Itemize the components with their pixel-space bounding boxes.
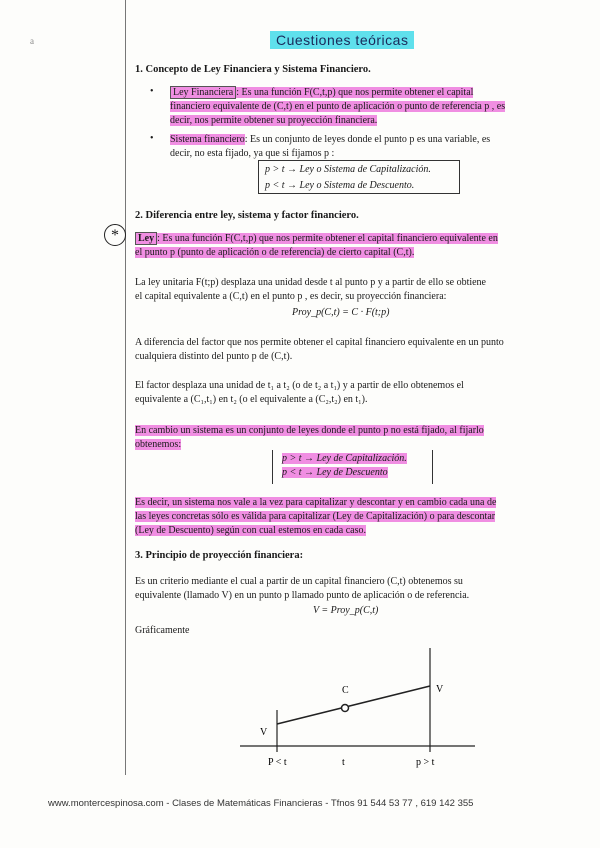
margin-line [125, 0, 126, 775]
graph-label-c: C [342, 685, 349, 696]
star-icon: * [104, 224, 126, 246]
formula-proyeccion: Proy_p(C,t) = C · F(t;p) [292, 307, 390, 318]
graph-capital-point [342, 705, 349, 712]
decir-line3: (Ley de Descuento) según con cual estemos en cada caso. [135, 525, 367, 536]
page-title: Cuestiones teóricas [270, 31, 414, 49]
sistema2-paragraph [135, 424, 555, 452]
ley-financiera-term: Ley Financiera [170, 86, 236, 99]
decir-line2: las leyes concretas sólo es válida para capitalizar (Ley de Capitalización) o para descontar [135, 511, 496, 522]
section1-cases-box [258, 160, 460, 194]
graph-axis-right-label: p > t [416, 757, 435, 768]
section2-heading: 2. Diferencia entre ley, sistema y factor financiero. [135, 210, 359, 221]
section2-ley-paragraph [135, 232, 555, 260]
sistema-line1: : Es un conjunto de leyes donde el punto p es una variable, es [244, 134, 491, 145]
factor-line2: cualquiera distinto del punto p de (C,t). [135, 351, 293, 362]
desplaza-paragraph [135, 379, 555, 407]
bullet-icon: • [150, 133, 154, 144]
ley-line2: financiero equivalente de (C,t) en el punto de aplicación o punto de referencia p , es [170, 101, 506, 112]
unit-line2: el capital equivalente a (C,t) en el punto p , es decir, su proyección financiera: [135, 291, 447, 302]
graph-axis-mid-label: t [342, 757, 345, 768]
sistema2-line2: obtenemos: [135, 439, 182, 450]
section3-paragraph [135, 575, 555, 603]
decir-paragraph [135, 496, 555, 538]
factor-paragraph [135, 336, 555, 364]
graph-axis-left-label: P < t [268, 757, 287, 768]
section1-sistema-paragraph [170, 133, 560, 161]
page-title-wrap [270, 32, 414, 50]
section3-line2: equivalente (llamado V) en un punto p llamado punto de aplicación o de referencia. [135, 590, 470, 601]
section3-line1: Es un criterio mediante el cual a partir de un capital financiero (C,t) obtenemos su [135, 576, 463, 587]
decir-line1: Es decir, un sistema nos vale a la vez para capitalizar y descontar y en cambio cada una de [135, 497, 497, 508]
graph-projection-line [277, 686, 430, 724]
ley2-line1: : Es una función F(C,t,p) que nos permite obtener el capital financiero equivalente en [157, 233, 498, 244]
left-brace [272, 450, 279, 484]
box-line1: p > t → Ley o Sistema de Capitalización. [265, 164, 431, 175]
box-line2: p < t → Ley o Sistema de Descuento. [265, 180, 415, 191]
right-brace [432, 450, 439, 484]
section3-heading: 3. Principio de proyección financiera: [135, 550, 304, 561]
section1-ley-paragraph [170, 86, 560, 128]
brace-line2: p < t → Ley de Descuento [282, 467, 388, 478]
factor-line1: A diferencia del factor que nos permite obtener el capital financiero equivalente en un punto [135, 337, 504, 348]
sistema2-line1: En cambio un sistema es un conjunto de leyes donde el punto p no está fijado, al fijarlo [135, 425, 484, 436]
unitary-law-paragraph [135, 276, 555, 304]
margin-mark: a [30, 36, 34, 46]
graph-label-v-left: V [260, 727, 268, 738]
graficamente-label: Gráficamente [135, 625, 190, 636]
desplaza-line1: El factor desplaza una unidad de t₁ a t₂ (o de t₂ a t₁) y a partir de ello obtenemos el [135, 380, 464, 391]
ley-term: Ley [135, 232, 157, 245]
ley-line3: decir, nos permite obtener su proyección financiera. [170, 115, 378, 126]
graph-label-v-right: V [436, 684, 444, 695]
brace-line1: p > t → Ley de Capitalización. [282, 453, 407, 464]
ley2-line2: el punto p (punto de aplicación o de referencia) de cierto capital (C,t). [135, 247, 415, 258]
projection-graph [240, 640, 480, 775]
brace-cases [282, 452, 407, 480]
bullet-icon: • [150, 86, 154, 97]
ley-line1: : Es una función F(C,t,p) que nos permite obtener el capital [236, 87, 474, 98]
page-footer: www.montercespinosa.com - Clases de Matemáticas Financieras - Tfnos 91 544 53 77 , 619 142 355 [48, 798, 474, 809]
sistema-financiero-term: Sistema financiero [170, 134, 245, 145]
section1-heading: 1. Concepto de Ley Financiera y Sistema Financiero. [135, 64, 371, 75]
section3-formula: V = Proy_p(C,t) [313, 605, 379, 616]
desplaza-line2: equivalente a (C₁,t₁) en t₂ (o el equivalente a (C₂,t₂) en t₁). [135, 394, 368, 405]
sistema-line2: decir, no esta fijado, ya que si fijamos p : [170, 148, 335, 159]
unit-line1: La ley unitaria F(t;p) desplaza una unidad desde t al punto p y a partir de ello se obtiene [135, 277, 486, 288]
